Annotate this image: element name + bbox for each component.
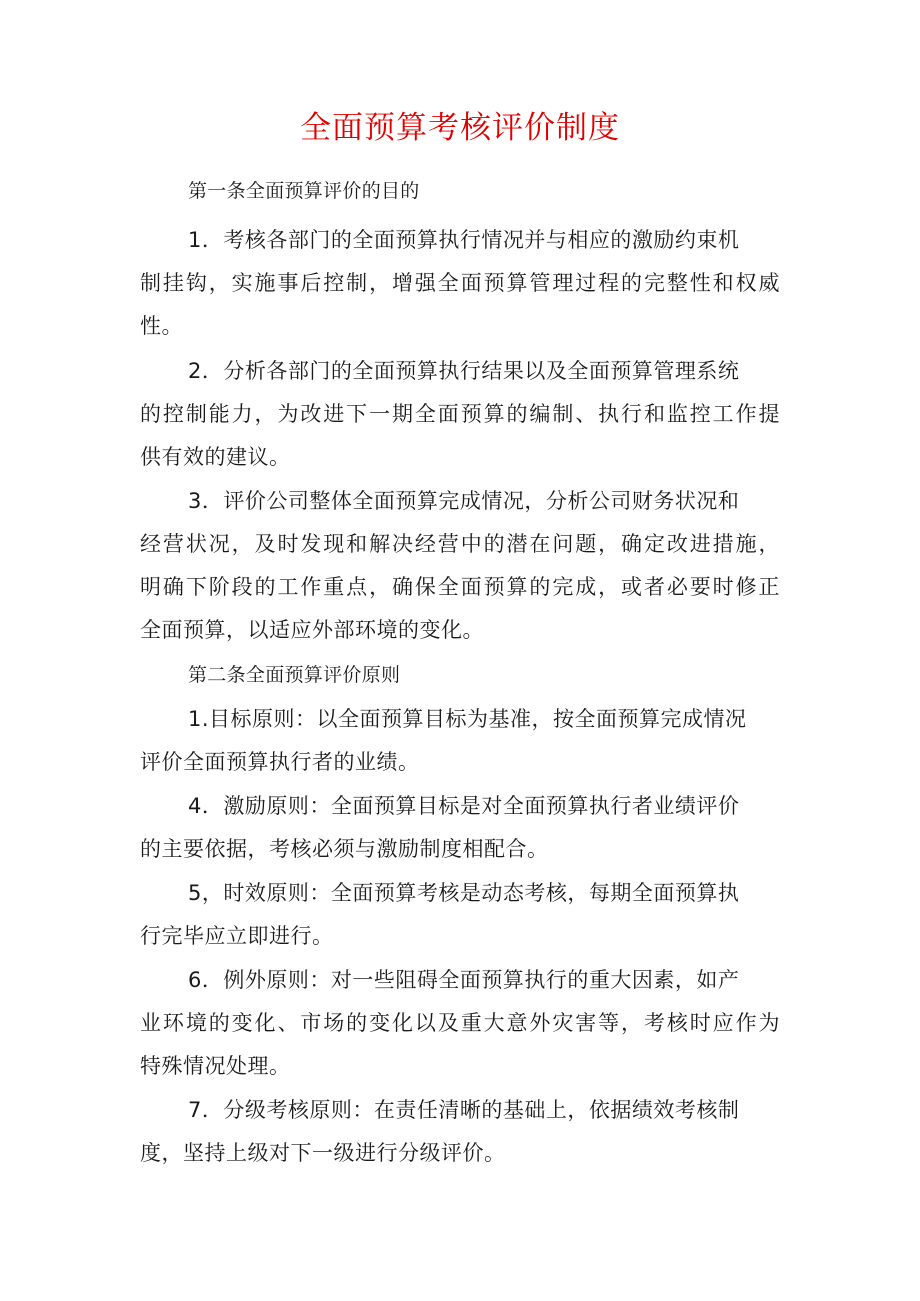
- paragraph-line: 经营状况，及时发现和解决经营中的潜在问题，确定改进措施，: [140, 532, 780, 556]
- paragraph-line: 5，时效原则：全面预算考核是动态考核，每期全面预算执: [188, 881, 740, 905]
- paragraph-line: 全面预算，以适应外部环境的变化。: [140, 618, 484, 642]
- paragraph-line: 的控制能力，为改进下一期全面预算的编制、执行和监控工作提: [140, 402, 780, 426]
- paragraph-line: 6．例外原则：对一些阻碍全面预算执行的重大因素，如产: [188, 968, 740, 992]
- paragraph-line: 1．考核各部门的全面预算执行情况并与相应的激励约束机: [188, 228, 740, 252]
- paragraph-line: 业环境的变化、市场的变化以及重大意外灾害等，考核时应作为: [140, 1011, 780, 1035]
- paragraph-line: 制挂钩，实施事后控制，增强全面预算管理过程的完整性和权威: [140, 271, 780, 295]
- paragraph-line: 2．分析各部门的全面预算执行结果以及全面预算管理系统: [188, 359, 740, 383]
- section-heading-1: 第一条全面预算评价的目的: [188, 180, 420, 202]
- paragraph-line: 评价全面预算执行者的业绩。: [140, 750, 420, 774]
- document-title: 全面预算考核评价制度: [300, 110, 620, 146]
- paragraph-line: 供有效的建议。: [140, 445, 291, 469]
- paragraph-line: 度，坚持上级对下一级进行分级评价。: [140, 1141, 506, 1165]
- paragraph-line: 特殊情况处理。: [140, 1054, 291, 1078]
- paragraph-line: 性。: [140, 314, 183, 338]
- section-heading-2: 第二条全面预算评价原则: [188, 664, 401, 686]
- paragraph-line: 的主要依据，考核必须与激励制度相配合。: [140, 837, 549, 861]
- paragraph-line: 行完毕应立即进行。: [140, 924, 334, 948]
- paragraph-line: 3．评价公司整体全面预算完成情况，分析公司财务状况和: [188, 489, 740, 513]
- paragraph-line: 7．分级考核原则：在责任清晰的基础上，依据绩效考核制: [188, 1098, 740, 1122]
- paragraph-line: 1.目标原则：以全面预算目标为基准，按全面预算完成情况: [188, 707, 747, 731]
- paragraph-line: 4．激励原则：全面预算目标是对全面预算执行者业绩评价: [188, 794, 740, 818]
- paragraph-line: 明确下阶段的工作重点，确保全面预算的完成，或者必要时修正: [140, 575, 780, 599]
